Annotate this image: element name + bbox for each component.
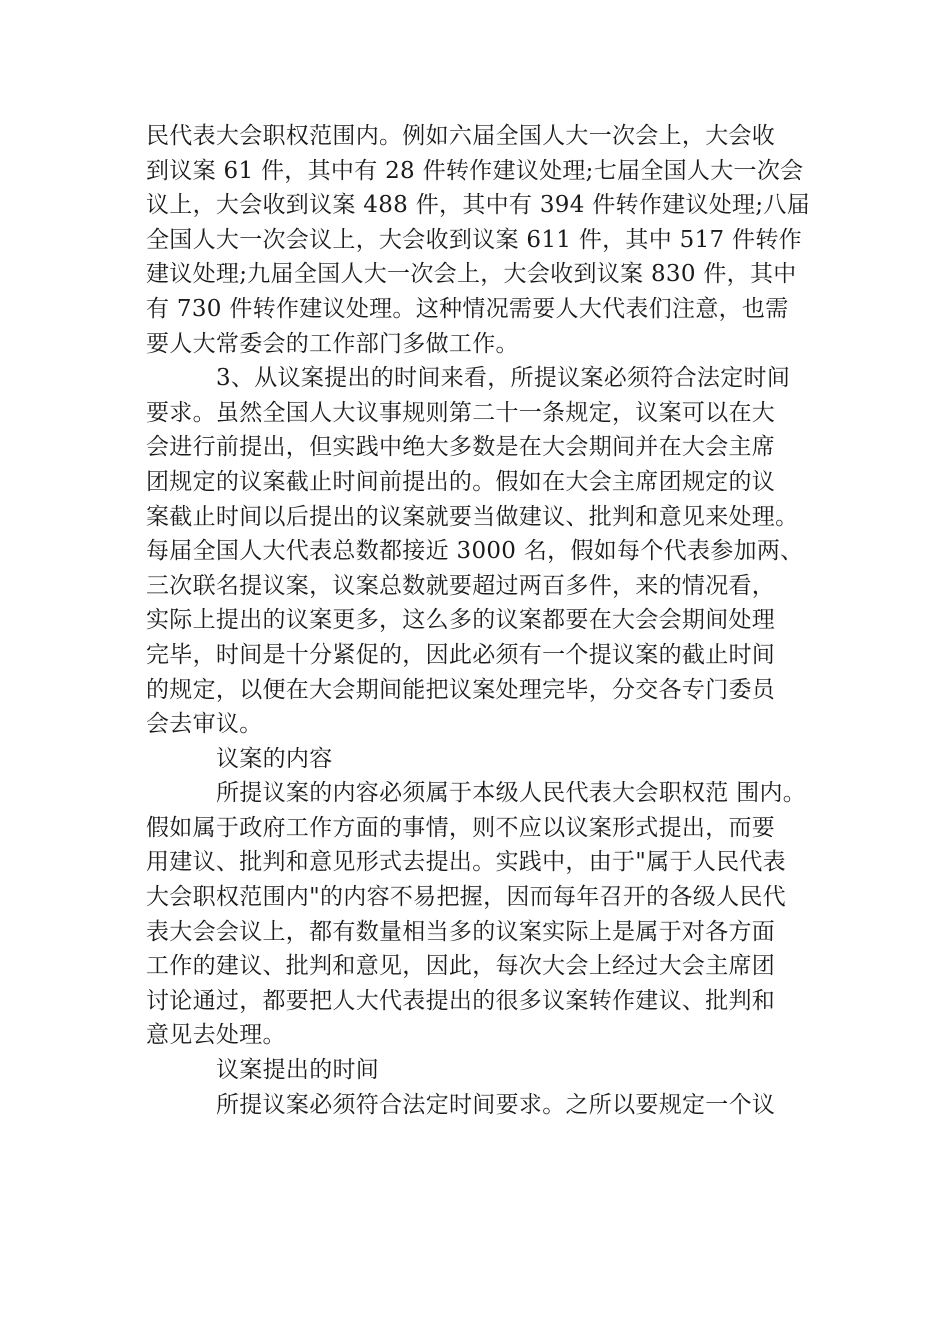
text-line: 要人大常委会的工作部门多做工作。	[146, 330, 519, 357]
body-text	[146, 119, 826, 1122]
text-line: 全国人大一次会议上，大会收到议案 611 件，其中 517 件转作	[146, 226, 802, 253]
text-line: 三次联名提议案，议案总数就要超过两百多件，来的情况看，	[146, 572, 776, 599]
text-line: 有 730 件转作建议处理。这种情况需要人大代表们注意，也需	[146, 295, 789, 322]
text-line: 意见去处理。	[146, 1022, 286, 1049]
text-line: 案截止时间以后提出的议案就要当做建议、批判和意见来处理。	[146, 503, 799, 530]
text-line: 工作的建议、批判和意见，因此，每次大会上经过大会主席团	[146, 953, 776, 980]
text-line: 议上，大会收到议案 488 件，其中有 394 件转作建议处理;八届	[146, 192, 810, 219]
text-line: 大会职权范围内"的内容不易把握，因而每年召开的各级人民代	[146, 884, 786, 911]
paragraph-start-line: 3、从议案提出的时间来看，所提议案必须符合法定时间	[216, 365, 791, 392]
paragraph-start-line: 所提议案必须符合法定时间要求。之所以要规定一个议	[216, 1091, 776, 1118]
text-line: 实际上提出的议案更多，这么多的议案都要在大会会期间处理	[146, 607, 776, 634]
text-line: 建议处理;九届全国人大一次会上，大会收到议案 830 件，其中	[146, 261, 797, 288]
text-line: 的规定，以便在大会期间能把议案处理完毕，分交各专门委员	[146, 676, 776, 703]
text-line: 会去审议。	[146, 711, 263, 738]
text-line: 会进行前提出，但实践中绝大多数是在大会期间并在大会主席	[146, 434, 776, 461]
text-line: 讨论通过，都要把人大代表提出的很多议案转作建议、批判和	[146, 987, 776, 1014]
text-line: 要求。虽然全国人大议事规则第二十一条规定，议案可以在大	[146, 399, 776, 426]
text-line: 民代表大会职权范围内。例如六届全国人大一次会上，大会收	[146, 123, 776, 149]
text-line: 每届全国人大代表总数都接近 3000 名，假如每个代表参加两、	[146, 538, 804, 565]
section-heading: 议案的内容	[216, 745, 333, 772]
section-heading: 议案提出的时间	[216, 1057, 380, 1084]
text-line: 假如属于政府工作方面的事情，则不应以议案形式提出，而要	[146, 814, 776, 841]
text-line: 用建议、批判和意见形式去提出。实践中，由于"属于人民代表	[146, 849, 786, 876]
text-line: 表大会会议上，都有数量相当多的议案实际上是属于对各方面	[146, 918, 776, 945]
text-line: 完毕，时间是十分紧促的，因此必须有一个提议案的截止时间	[146, 641, 776, 668]
text-line: 到议案 61 件，其中有 28 件转作建议处理;七届全国人大一次会	[146, 157, 804, 184]
text-line: 团规定的议案截止时间前提出的。假如在大会主席团规定的议	[146, 468, 776, 495]
paragraph-start-line: 所提议案的内容必须属于本级人民代表大会职权范 围内。	[216, 780, 807, 807]
